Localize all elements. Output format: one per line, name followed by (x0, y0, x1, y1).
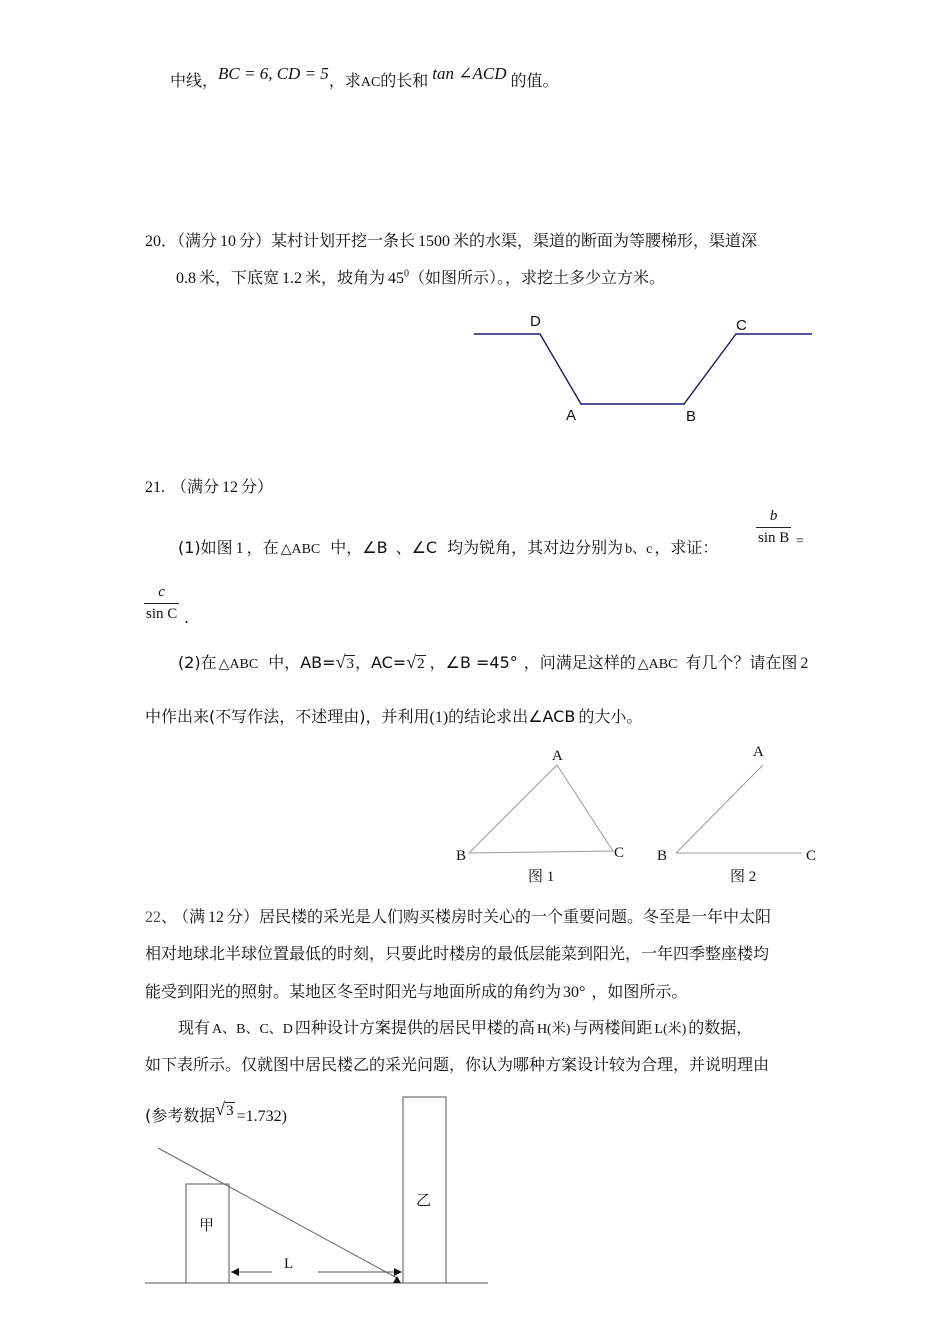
q21-score-b: 分） (241, 477, 274, 496)
fig2-label-c: C (806, 848, 817, 864)
q20-text-b: 分）某村计划开挖一条长 (239, 231, 416, 250)
q22-l4d: 的数据， (688, 1018, 753, 1037)
q19-tan: tan ∠ACD (432, 64, 507, 83)
q21-p2d: ，∠B =45° (429, 653, 518, 672)
q22-l: L(米) (654, 1022, 687, 1037)
q21-p2a: (2)在 (178, 653, 217, 672)
q19-mid: ，求 (328, 71, 361, 90)
q20-degree: 0 (404, 268, 410, 280)
label-distance: L (284, 1256, 294, 1272)
q22-l3b: ，如图所示。 (591, 982, 688, 1001)
q20-depth: 0.8 (176, 270, 196, 287)
q21-p1a: (1)如图 (178, 538, 233, 557)
q20-label-a: A (566, 407, 577, 424)
q21-frac-c-num: c (158, 584, 165, 600)
q22-score: 12 (208, 909, 225, 926)
q20-angle: 45 (388, 270, 405, 287)
q19-prefix: 中线， (170, 71, 219, 90)
q21-frac-b-den: sin B (758, 530, 790, 546)
arrowhead-right-icon (394, 1268, 402, 1276)
q21-sqrt3-value: 3 (346, 656, 354, 672)
q20-text-d: 米，下底宽 (199, 268, 280, 287)
q20-text-f: （如图所示）。，求挖土多少立方米。 (409, 268, 666, 287)
fig1-label-b: B (456, 848, 467, 864)
q20-label-d: D (530, 313, 541, 330)
q21-triangle-3: △ABC (637, 657, 678, 672)
q22-l1a: （满 (181, 907, 206, 926)
q22-plans: A、B、C、D (212, 1022, 293, 1037)
q21-p3-ref: (1) (429, 709, 449, 726)
q22-l1b: 分）居民楼的采光是人们购买楼房时关心的一个重要问题。冬至是一年中太阳 (227, 907, 772, 926)
q21-sqrt3: √3 (335, 652, 354, 672)
q21-p3c: 的大小。 (578, 707, 643, 726)
q21-frac-b-num: b (769, 508, 778, 524)
fig2-caption: 图 2 (730, 869, 757, 885)
q21-equals: = (796, 534, 804, 549)
q22-angle: 30° (563, 984, 586, 1001)
q21-period: . (184, 608, 190, 627)
q21-score-a: （满分 (171, 477, 220, 496)
q22-ref-a: (参考数据 (145, 1106, 216, 1125)
q22-l3a: 能受到阳光的照射。某地区冬至时阳光与地面所成的角约为 (145, 982, 562, 1001)
label-building-jia: 甲 (199, 1217, 215, 1234)
q19-formula: BC = 6, CD = 5 (218, 64, 329, 83)
q22-l4b: 四种设计方案提供的居民甲楼的高 (294, 1018, 535, 1037)
q21-p1f: 均为锐角，其对边分别为 (447, 538, 624, 557)
building-yi (403, 1097, 446, 1283)
q21-p1h: ，求证： (654, 538, 719, 557)
arrowhead-left-icon (231, 1268, 239, 1276)
q21-p2b: 中，AB= (268, 653, 336, 672)
q20-score: 10 (220, 233, 237, 250)
q20-text-a: （满分 (177, 231, 218, 250)
q21-sides: b、c (625, 542, 653, 557)
q19-ac: AC (360, 75, 381, 90)
q20-number: 20． (145, 233, 178, 250)
q21-p1e: 、∠C (395, 538, 438, 557)
fig1-label-c: C (614, 845, 625, 861)
q21-frac-c-den: sin C (146, 606, 178, 622)
q21-fig1-ref: 1 (235, 540, 244, 557)
fig2-label-a: A (753, 744, 764, 760)
q19-tail2: 的值。 (510, 71, 559, 90)
q21-p1d: 中，∠B (330, 538, 388, 557)
q22-line2: 相对地球北半球位置最低的时刻，只要此时楼房的最低层能菜到阳光，一年四季整座楼均 (145, 944, 770, 963)
q20-label-b: B (686, 408, 697, 425)
q21-p1c: ，在 (246, 538, 279, 557)
q22-line5: 如下表所示。仅就图中居民楼乙的采光问题，你认为哪种方案设计较为合理，并说明理由 (145, 1055, 770, 1074)
q20-width: 1.2 (282, 270, 303, 287)
q21-triangle-1: △ABC (280, 542, 321, 557)
q22-number: 22 (145, 909, 161, 926)
q21-fig2-ref: 2 (800, 655, 809, 672)
q22-l4a: 现有 (178, 1018, 211, 1037)
q21-sqrt2: √2 (406, 652, 425, 672)
q20-text-e: 米，坡角为 (305, 268, 386, 287)
q21-score: 12 (222, 479, 239, 496)
q19-tail1: 的长和 (380, 71, 429, 90)
q22-sqrt3: √3 (215, 1099, 234, 1119)
q21-sqrt2-value: 2 (417, 656, 425, 672)
sun-ray (158, 1148, 397, 1278)
q21-p3b: 的结论求出∠ACB (448, 707, 576, 726)
q20-length: 1500 (418, 233, 451, 250)
q22-sqrt3-value: 3 (226, 1103, 234, 1119)
q22-h: H(米) (536, 1022, 571, 1037)
q21-number: 21. (145, 479, 165, 496)
q22-sep: 、 (161, 907, 178, 926)
q22-ref-b: =1.732) (236, 1108, 287, 1125)
label-building-yi: 乙 (416, 1192, 432, 1209)
q22-l4c: 与两楼间距 (572, 1018, 653, 1037)
q21-p2e: ，问满足这样的 (523, 653, 636, 672)
fig1-caption: 图 1 (528, 869, 555, 885)
angle-marker-icon (393, 1276, 401, 1283)
q21-p2f: 有几个？请在图 (685, 653, 798, 672)
q21-triangle-2: △ABC (218, 657, 259, 672)
q20-text-c: 米的水渠，渠道的断面为等腰梯形，渠道深 (453, 231, 758, 250)
fig1-label-a: A (552, 748, 563, 764)
fig2-label-b: B (657, 848, 668, 864)
q20-label-c: C (736, 317, 747, 334)
q21-p2c: ，AC= (354, 653, 407, 672)
q21-p3a: 中作出来(不写作法，不述理由)，并利用 (145, 707, 430, 726)
